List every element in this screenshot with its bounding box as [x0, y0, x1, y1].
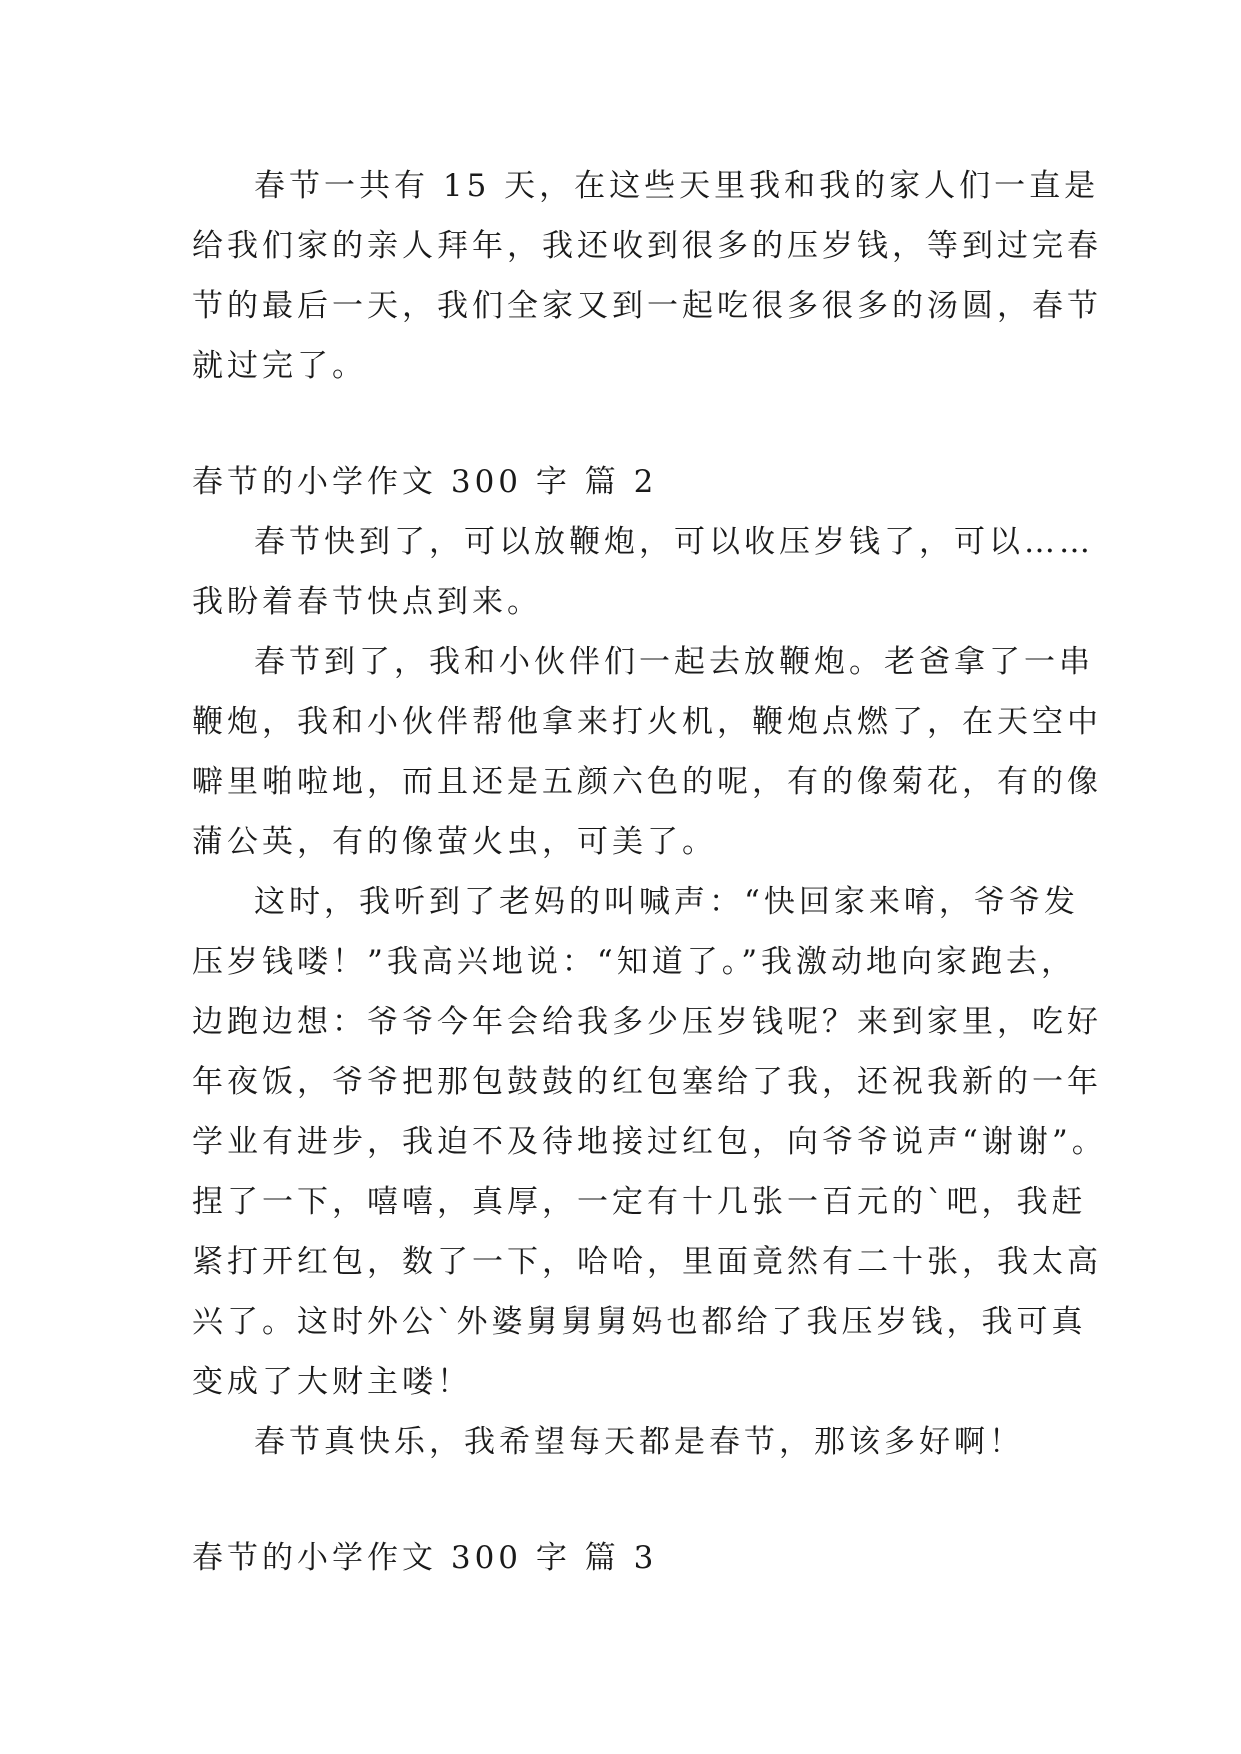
- paragraph-line: 兴了。这时外公`外婆舅舅舅妈也都给了我压岁钱，我可真: [192, 1304, 1087, 1340]
- paragraph-line: 鞭炮，我和小伙伴帮他拿来打火机，鞭炮点燃了，在天空中: [192, 704, 1102, 740]
- section-heading: 春节的小学作文 300 字 篇 2: [192, 464, 658, 500]
- paragraph-line: 春节到了，我和小伙伴们一起去放鞭炮。老爸拿了一串: [254, 644, 1094, 680]
- paragraph-line: 蒲公英，有的像萤火虫，可美了。: [192, 824, 717, 860]
- paragraph-line: 学业有进步，我迫不及待地接过红包，向爷爷说声“谢谢”。: [192, 1124, 1107, 1160]
- paragraph-line: 边跑边想：爷爷今年会给我多少压岁钱呢？来到家里，吃好: [192, 1004, 1102, 1040]
- paragraph-line: 春节快到了，可以放鞭炮，可以收压岁钱了，可以……: [254, 524, 1094, 560]
- paragraph-line: 变成了大财主喽！: [192, 1364, 472, 1400]
- paragraph-line: 这时，我听到了老妈的叫喊声：“快回家来唷，爷爷发: [254, 884, 1079, 920]
- paragraph-line: 压岁钱喽！”我高兴地说：“知道了。”我激动地向家跑去，: [192, 944, 1077, 980]
- paragraph-line: 就过完了。: [192, 348, 367, 384]
- paragraph-line: 春节真快乐，我希望每天都是春节，那该多好啊！: [254, 1424, 1024, 1460]
- paragraph-line: 我盼着春节快点到来。: [192, 584, 542, 620]
- paragraph-line: 春节一共有 15 天，在这些天里我和我的家人们一直是: [254, 168, 1100, 204]
- paragraph-line: 捏了一下，嘻嘻，真厚，一定有十几张一百元的`吧，我赶: [192, 1184, 1087, 1220]
- paragraph-line: 紧打开红包，数了一下，哈哈，里面竟然有二十张，我太高: [192, 1244, 1102, 1280]
- paragraph-line: 年夜饭，爷爷把那包鼓鼓的红包塞给了我，还祝我新的一年: [192, 1064, 1102, 1100]
- section-heading: 春节的小学作文 300 字 篇 3: [192, 1540, 658, 1576]
- paragraph-line: 节的最后一天，我们全家又到一起吃很多很多的汤圆，春节: [192, 288, 1102, 324]
- paragraph-line: 给我们家的亲人拜年，我还收到很多的压岁钱，等到过完春: [192, 228, 1102, 264]
- paragraph-line: 噼里啪啦地，而且还是五颜六色的呢，有的像菊花，有的像: [192, 764, 1102, 800]
